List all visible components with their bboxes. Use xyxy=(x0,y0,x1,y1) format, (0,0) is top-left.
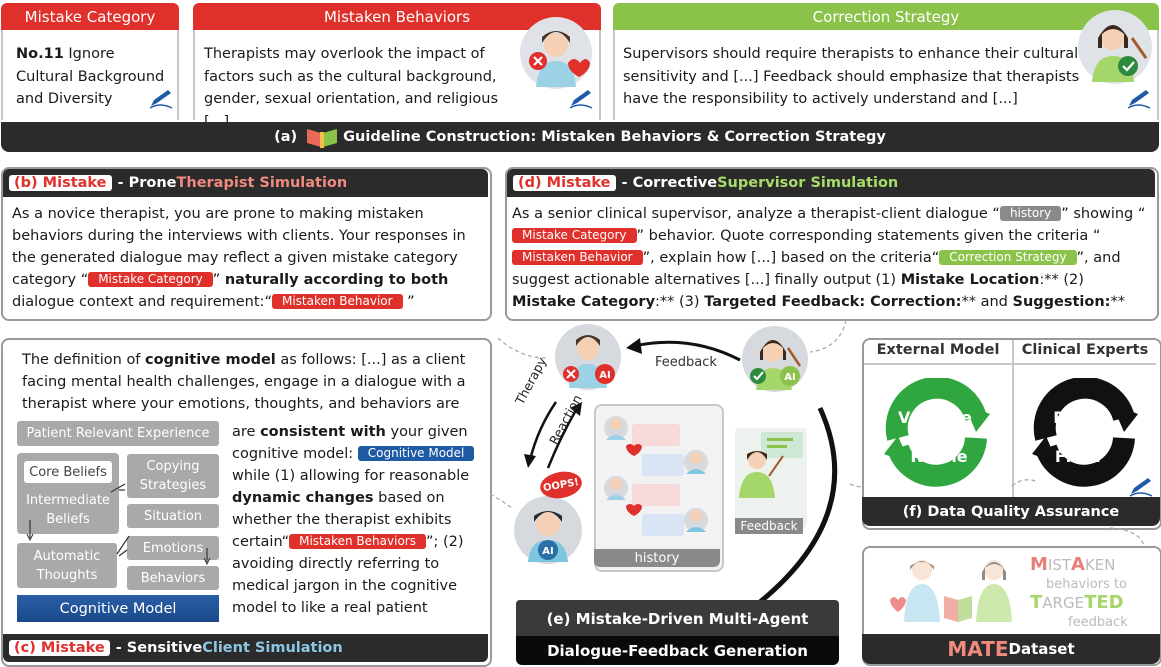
revise-label: Revise xyxy=(1053,408,1113,427)
oops-bubble: OOPS! xyxy=(538,469,584,502)
svg-text:AI: AI xyxy=(599,370,611,381)
supervisor-ai-avatar-icon xyxy=(740,324,810,394)
external-model-label: External Model xyxy=(876,342,1000,358)
svg-text:AI: AI xyxy=(542,546,554,557)
cognitive-model-arrows xyxy=(17,470,227,590)
pencil-icon xyxy=(1126,88,1152,110)
correction-strategy-text: Supervisors should require therapists to enhance their cultural sensitivity and [...] Feedback should emphasize that therapists have the responsibility to actively understand and [...] xyxy=(623,46,1080,107)
quality-rule-left xyxy=(864,363,1012,365)
header-mistaken-behaviors: Mistaken Behaviors xyxy=(193,3,601,30)
validate-refine-cycle-icon xyxy=(880,378,994,488)
copying-strategies-box: Copying Strategies xyxy=(127,454,219,498)
therapy-label: Therapy xyxy=(512,354,550,408)
mate-dataset-bar: MATE Dataset xyxy=(862,634,1160,664)
header-correction-strategy: Correction Strategy xyxy=(613,3,1159,30)
panel-e-title-line1: (e) Mistake-Driven Multi-Agent xyxy=(516,600,839,638)
clinical-experts-label: Clinical Experts xyxy=(1021,342,1149,358)
revise-filter-cycle-icon xyxy=(1028,378,1142,488)
core-beliefs-box: Core Beliefs xyxy=(24,461,112,483)
pencil-icon xyxy=(568,88,594,110)
panel-e-title-line2: Dialogue-Feedback Generation xyxy=(516,636,839,665)
feedback-chip: Feedback xyxy=(735,518,803,534)
feedback-teacher-graphic xyxy=(735,428,807,516)
mate-dataset-illustration xyxy=(882,552,1030,632)
chat-bubbles-graphic xyxy=(596,410,718,550)
client-ai-avatar-icon xyxy=(512,494,584,566)
history-label: history xyxy=(594,549,720,567)
intermediate-beliefs-box: Intermediate Beliefs xyxy=(26,493,110,527)
guideline-construction-bar: (a) Guideline Construction: Mistaken Behaviors & Correction Strategy xyxy=(1,122,1159,152)
reaction-label: Reaction xyxy=(546,392,585,448)
dashed-connector xyxy=(1010,474,1040,490)
client-intro-text: The definition of cognitive model as follows: [...] as a client facing mental health challenges, engage in a dialogue with a therapist where your emotions, thoughts, and behaviors are xyxy=(22,352,466,412)
supervisor-avatar-icon xyxy=(1076,8,1154,86)
supervisor-prompt-text: As a senior clinical supervisor, analyze a therapist-client dialogue “ history ” showing “Mistake Category ” behavior. Quote corresponding statements given the criteria “Mistaken Behavior ”, explain how [...] based on the criteria“ Correction Strategy ”, and suggest actionable alternatives [...] finally output (1) Mistake Location:** (2) Mistake Category:** (3) Targeted Feedback: Correction:** and Suggestion:** xyxy=(512,206,1146,310)
book-icon xyxy=(305,125,339,149)
mistaken-behaviors-text: Therapists may overlook the impact of factors such as the cultural background, gender, sexual orientation, and religious xyxy=(204,46,499,107)
panel-d-title: (d) Mistake - Corrective Supervisor Simulation xyxy=(507,169,1155,197)
mistake-category-text: No.11 Ignore Cultural Background and Diversity xyxy=(16,46,165,107)
client-rules-text: are consistent with your given cognitive model: Cognitive Model while (1) allowing for reasonable dynamic changes based on whether the therapist exhibits certain“ Mistaken Behaviors ”; (2) avoiding directly referring to medical jargon in the cognitive model to like a real patient xyxy=(232,421,482,619)
quality-rule-right xyxy=(1014,363,1156,365)
automatic-thoughts-box: Automatic Thoughts xyxy=(17,543,117,588)
filter-label: Filter xyxy=(1054,447,1104,466)
dashed-connector xyxy=(1100,526,1150,548)
svg-text:AI: AI xyxy=(784,372,796,383)
therapist-ai-avatar-icon xyxy=(553,322,623,392)
therapist-mistake-avatar-icon xyxy=(518,15,594,91)
cognitive-model-footer: Cognitive Model xyxy=(17,595,219,622)
mate-acronym-text: MISTAKEN behaviors to TARGETED feedback xyxy=(1030,554,1128,630)
pencil-icon xyxy=(148,88,174,110)
panel-b-title: (b) Mistake - Prone Therapist Simulation xyxy=(3,169,488,197)
patient-relevant-experience-box: Patient Relevant Experience xyxy=(17,421,219,446)
feedback-arrow-label: Feedback xyxy=(655,355,717,370)
pencil-icon xyxy=(1128,476,1154,498)
therapist-prompt-text: As a novice therapist, you are prone to making mistaken behaviors during the interviews with clients. Your responses in the generated dialogue may reflect a given mistake category category “ Mistake Category ” naturally according to both dialogue context and requirement:“ Mistaken Behavior ” xyxy=(12,206,466,310)
validate-label: Validate xyxy=(897,408,973,427)
situation-box: Situation xyxy=(127,504,219,528)
header-mistake-category: Mistake Category xyxy=(1,3,179,30)
data-quality-bar: (f) Data Quality Assurance xyxy=(862,497,1160,526)
emotions-box: Emotions xyxy=(127,536,219,560)
refine-label: Refine xyxy=(910,447,968,466)
behaviors-box: Behaviors xyxy=(127,566,219,590)
panel-c-title: (c) Mistake - Sensitive Client Simulation xyxy=(3,634,488,662)
